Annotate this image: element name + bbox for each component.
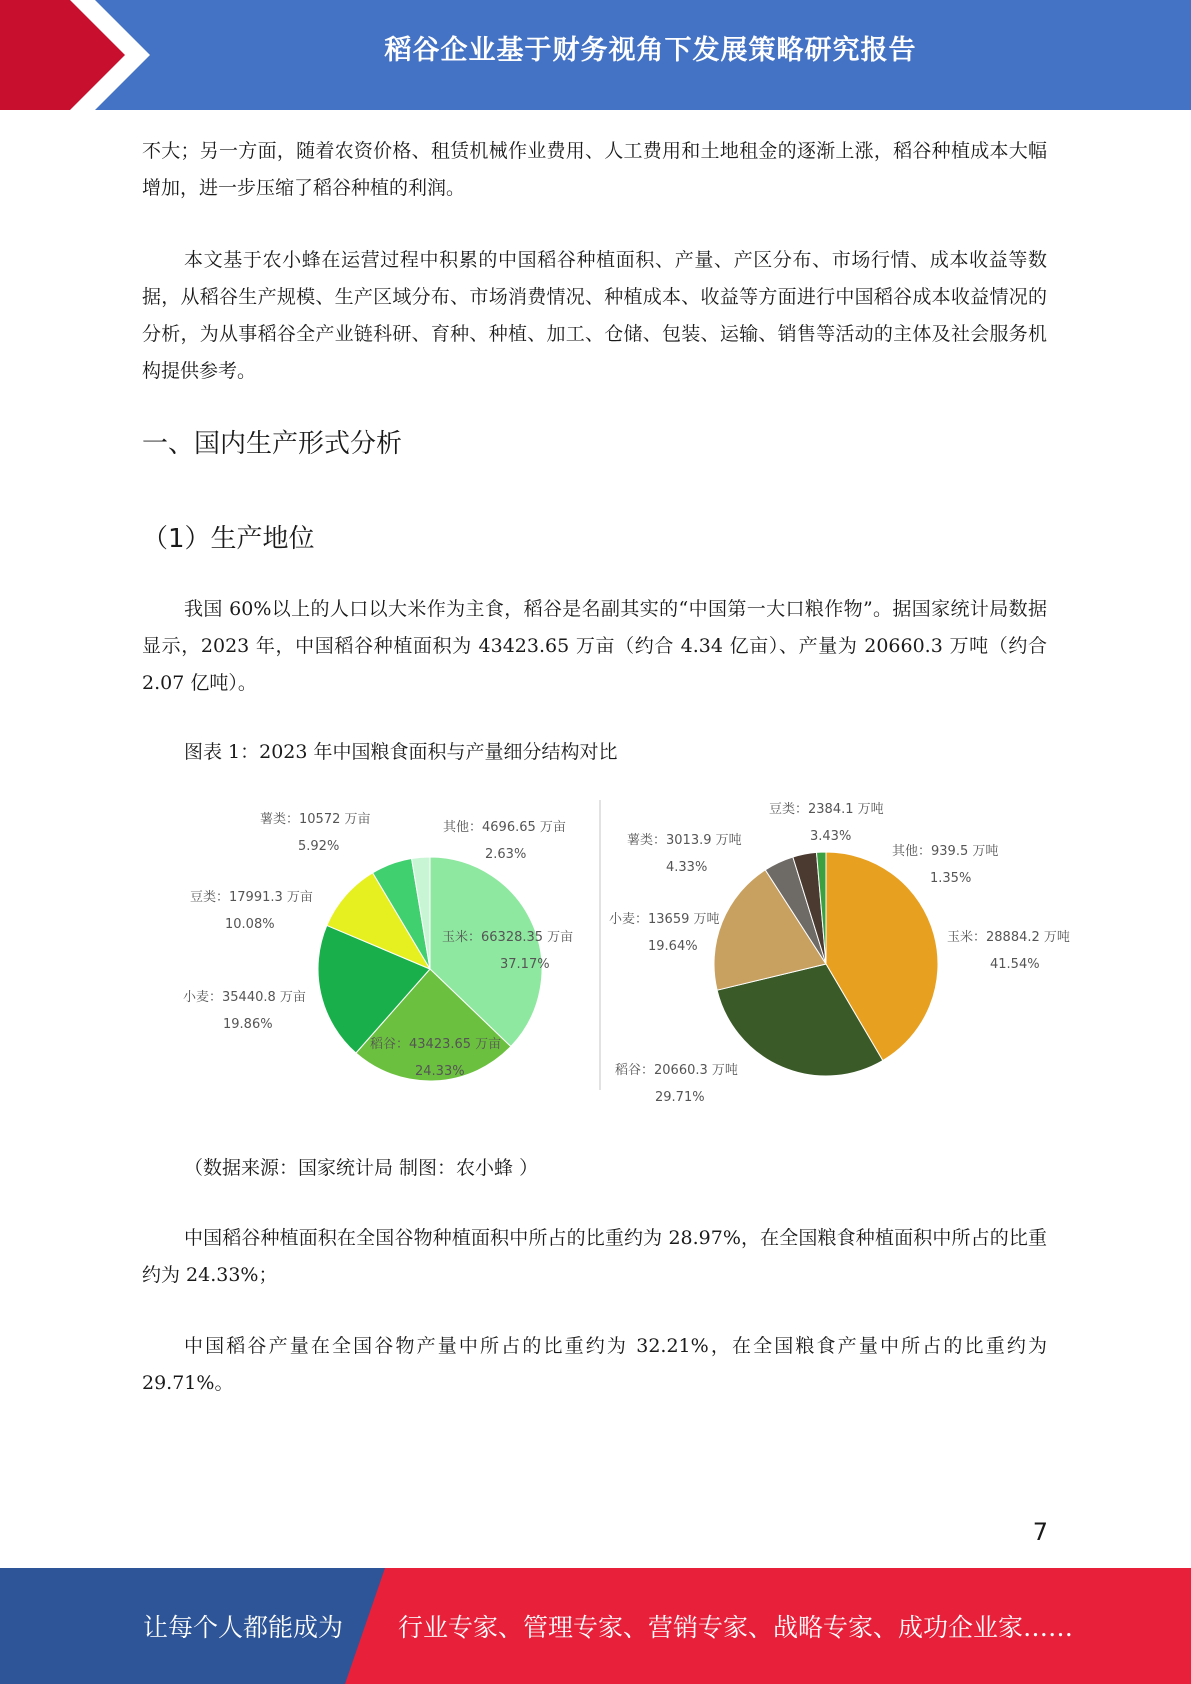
pie-label-percent: 41.54% (990, 957, 1040, 972)
pie-label: 其他：4696.65 万亩 (443, 820, 566, 835)
paragraph-purpose (142, 242, 1047, 390)
pie-label-percent: 24.33% (415, 1064, 465, 1079)
pie-label-percent: 10.08% (225, 917, 275, 932)
page-footer (0, 1568, 1191, 1684)
subsection-heading: （1）生产地位 (142, 524, 315, 554)
page-number: 7 (1032, 1518, 1048, 1546)
pie-label: 小麦：35440.8 万亩 (183, 990, 306, 1005)
pie-label-percent: 5.92% (298, 839, 340, 854)
figure-charts (180, 795, 1090, 1105)
pie-label-percent: 4.33% (666, 860, 708, 875)
footer-slogan-left: 让每个人都能成为 (143, 1613, 344, 1642)
pie-label-percent: 2.63% (485, 847, 527, 862)
pie-label-percent: 3.43% (810, 829, 852, 844)
figure-caption: 图表 1：2023 年中国粮食面积与产量细分结构对比 (184, 741, 618, 763)
paragraph-text: 本文基于农小蜂在运营过程中积累的中国稻谷种植面积、产量、产区分布、市场行情、成本收益等数据，从稻谷生产规模、生产区域分布、市场消费情况、种植成本、收益等方面进行中国稻谷成本收益情况的分析，为从事稻谷全产业链科研、育种、种植、加工、仓储、包装、运输、销售等活动的主体及社会服务机构提供参考。 (142, 249, 1047, 382)
pie-label: 薯类：10572 万亩 (260, 812, 371, 827)
pie-label: 其他：939.5 万吨 (892, 844, 999, 859)
pie-label: 豆类：2384.1 万吨 (769, 802, 884, 817)
pie-label-percent: 29.71% (655, 1090, 705, 1105)
section-heading: 一、国内生产形式分析 (142, 429, 403, 459)
pie-label-percent: 1.35% (930, 871, 972, 886)
footer-slogan-right: 行业专家、管理专家、营销专家、战略专家、成功企业家…… (398, 1613, 1074, 1642)
figure-source: （数据来源：国家统计局 制图：农小蜂 ） (184, 1157, 539, 1179)
pie-label: 稻谷：20660.3 万吨 (615, 1063, 738, 1078)
paragraph-production-status (142, 591, 1047, 702)
pie-label-percent: 19.86% (223, 1017, 273, 1032)
pie-charts-svg (180, 795, 1090, 1105)
paragraph-text: 中国稻谷种植面积在全国谷物种植面积中所占的比重约为 28.97%，在全国粮食种植面积中所占的比重约为 24.33%； (142, 1227, 1047, 1286)
pie-label: 玉米：66328.35 万亩 (442, 930, 574, 945)
paragraph-area-share (142, 1220, 1047, 1294)
paragraph-output-share (142, 1328, 1047, 1402)
pie-label: 小麦：13659 万吨 (609, 912, 720, 927)
pie-label-percent: 19.64% (648, 939, 698, 954)
report-title: 稻谷企业基于财务视角下发展策略研究报告 (384, 35, 917, 66)
pie-label: 稻谷：43423.65 万亩 (370, 1037, 502, 1052)
paragraph-intro-continued (142, 133, 1047, 207)
pie-label: 薯类：3013.9 万吨 (627, 833, 742, 848)
paragraph-text: 我国 60%以上的人口以大米作为主食，稻谷是名副其实的“中国第一大口粮作物”。据国家统计局数据显示，2023 年，中国稻谷种植面积为 43423.65 万亩（约合 4.34 亿亩）、产量为 20660.3 万吨（约合 2.07 亿吨）。 (142, 598, 1047, 694)
paragraph-text: 中国稻谷产量在全国谷物产量中所占的比重约为 32.21%，在全国粮食产量中所占的比重约为 29.71%。 (142, 1335, 1047, 1394)
header-chevron-decoration (0, 0, 160, 110)
pie-label: 豆类：17991.3 万亩 (190, 890, 313, 905)
paragraph-text: 不大；另一方面，随着农资价格、租赁机械作业费用、人工费用和土地租金的逐渐上涨，稻谷种植成本大幅增加，进一步压缩了稻谷种植的利润。 (142, 140, 1047, 199)
pie-label-percent: 37.17% (500, 957, 550, 972)
pie-label: 玉米：28884.2 万吨 (947, 930, 1070, 945)
page-header (0, 0, 1191, 110)
